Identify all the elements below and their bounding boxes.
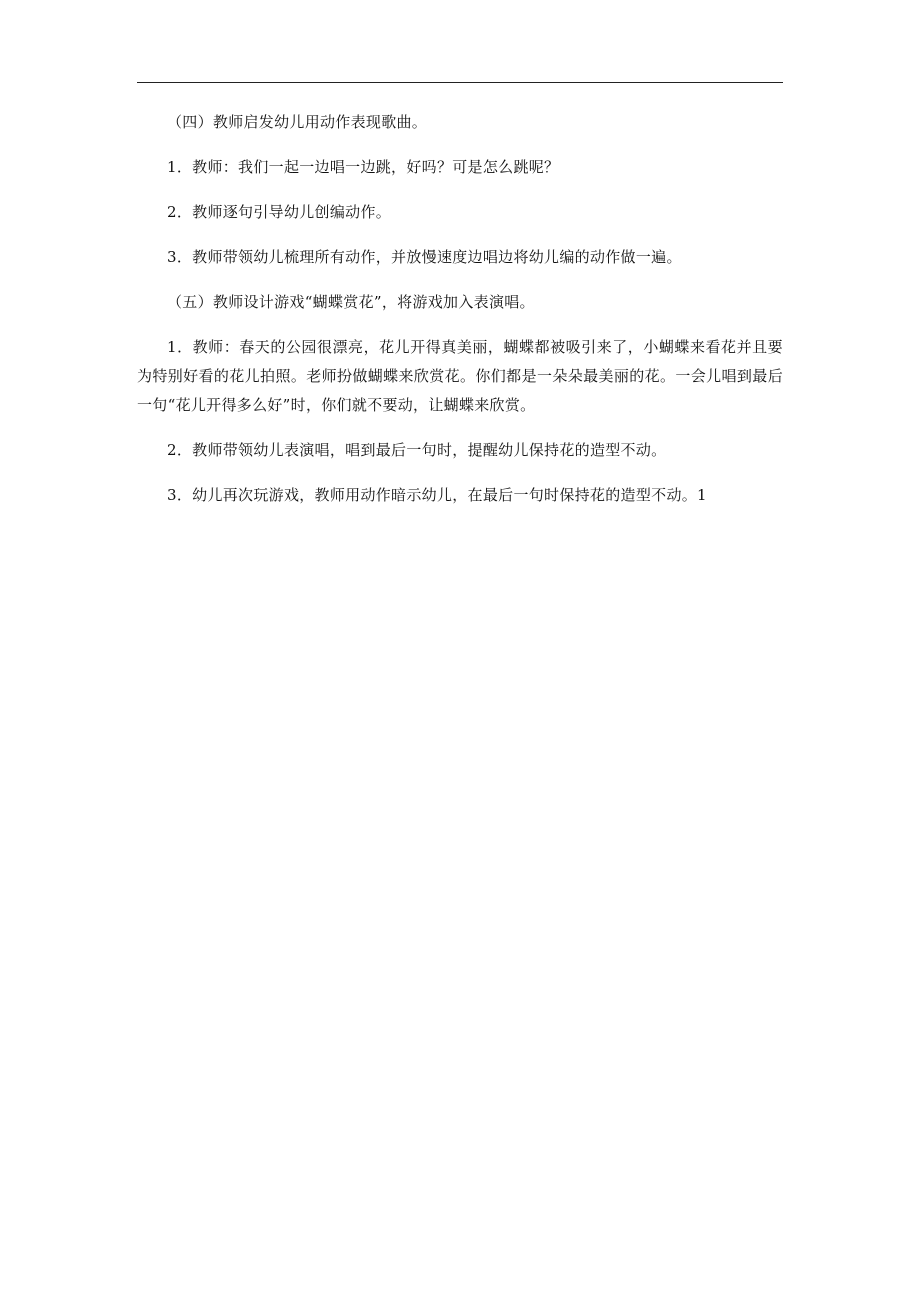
section-heading-5: （五）教师设计游戏“蝴蝶赏花”，将游戏加入表演唱。	[167, 293, 535, 311]
section-heading-4: （四）教师启发幼儿用动作表现歌曲。	[167, 113, 428, 131]
list-item: 3．幼儿再次玩游戏，教师用动作暗示幼儿，在最后一句时保持花的造型不动。1	[167, 486, 707, 504]
header-rule	[137, 82, 783, 83]
list-item: 3．教师带领幼儿梳理所有动作，并放慢速度边唱边将幼儿编的动作做一遍。	[167, 248, 682, 266]
list-item: 1．教师：春天的公园很漂亮，花儿开得真美丽，蝴蝶都被吸引来了，小蝴蝶来看花并且要为特别好看的花儿拍照。老师扮做蝴蝶来欣赏花。你们都是一朵朵最美丽的花。一会儿唱到最后一句“花儿开得多么好”时，你们就不要动，让蝴蝶来欣赏。	[137, 338, 783, 414]
list-item: 1．教师：我们一起一边唱一边跳，好吗？可是怎么跳呢？	[167, 158, 560, 176]
document-body	[137, 108, 783, 526]
list-item: 2．教师带领幼儿表演唱，唱到最后一句时，提醒幼儿保持花的造型不动。	[167, 441, 667, 459]
list-item: 2．教师逐句引导幼儿创编动作。	[167, 203, 392, 221]
